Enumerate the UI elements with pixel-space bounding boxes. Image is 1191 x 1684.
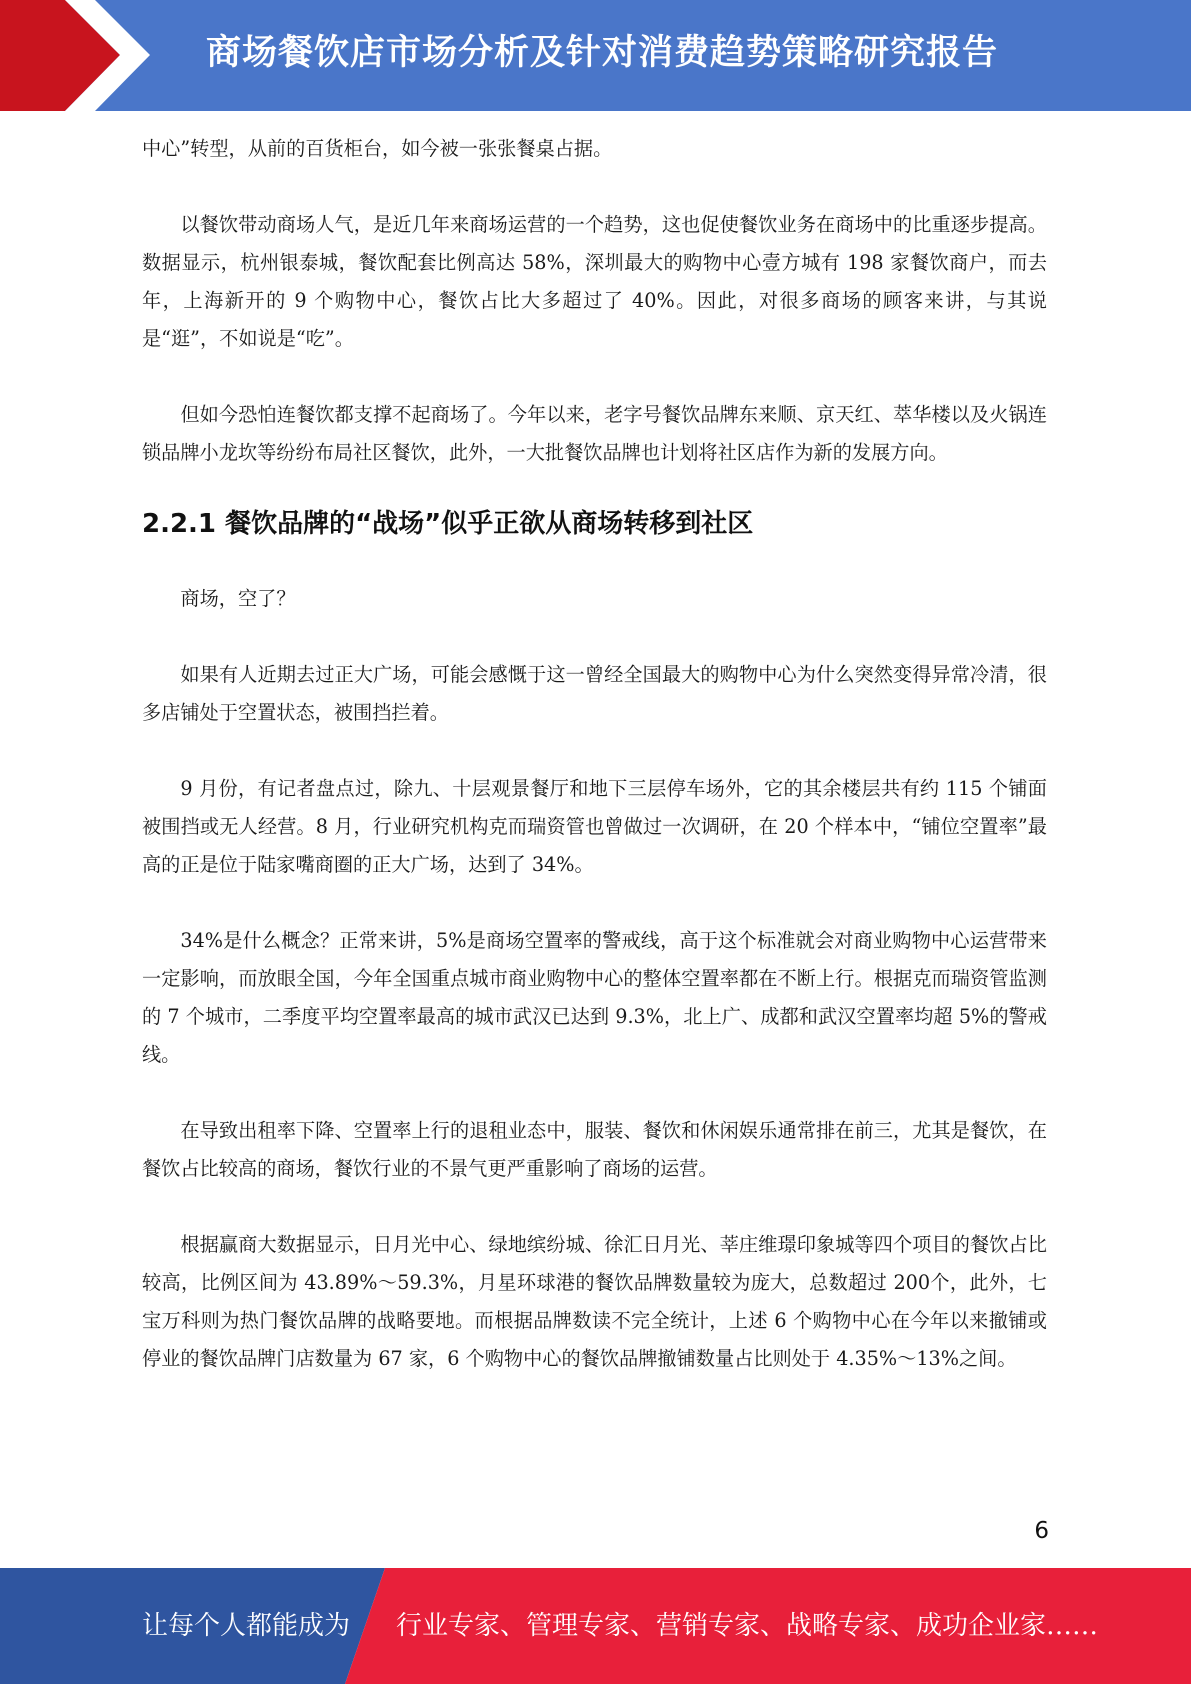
- paragraph-mall-empty: 商场，空了？: [180, 587, 296, 610]
- paragraph-continuation: 中心”转型，从前的百货柜台，如今被一张张餐桌占据。: [142, 137, 613, 160]
- paragraph-zhengda-plaza: 如果有人近期去过正大广场，可能会感慨于这一曾经全国最大的购物中心为什么突然变得异常冷清，很多店铺处于空置状态，被围挡拦着。: [142, 663, 1047, 724]
- header-arrow-decoration: [0, 0, 160, 111]
- report-title: 商场餐饮店市场分析及针对消费趋势策略研究报告: [206, 33, 999, 73]
- paragraph-lease-exit: 在导致出租率下降、空置率上行的退租业态中，服装、餐饮和休闲娱乐通常排在前三，尤其是餐饮，在餐饮占比较高的商场，餐饮行业的不景气更严重影响了商场的运营。: [142, 1119, 1047, 1180]
- paragraph-dining-trend: 以餐饮带动商场人气，是近几年来商场运营的一个趋势，这也促使餐饮业务在商场中的比重逐步提高。数据显示，杭州银泰城，餐饮配套比例高达 58%，深圳最大的购物中心壹方城有 198 家餐饮商户，而去年，上海新开的 9 个购物中心，餐饮占比大多超过了 40%。因此，对很多商场的顾客来讲，与其说是“逛”，不如说是“吃”。: [142, 213, 1047, 350]
- section-heading: 2.2.1 餐饮品牌的“战场”似乎正欲从商场转移到社区: [142, 509, 754, 539]
- paragraph-vacancy-warning: 34%是什么概念？正常来讲，5%是商场空置率的警戒线，高于这个标准就会对商业购物中心运营带来一定影响，而放眼全国，今年全国重点城市商业购物中心的整体空置率都在不断上行。根据克而瑞资管监测的 7 个城市，二季度平均空置率最高的城市武汉已达到 9.3%，北上广、成都和武汉空置率均超 5%的警戒线。: [142, 929, 1047, 1066]
- footer-slogan-left: 让每个人都能成为: [142, 1611, 351, 1641]
- paragraph-community-dining: 但如今恐怕连餐饮都支撑不起商场了。今年以来，老字号餐饮品牌东来顺、京天红、萃华楼以及火锅连锁品牌小龙坎等纷纷布局社区餐饮，此外，一大批餐饮品牌也计划将社区店作为新的发展方向。: [142, 403, 1047, 464]
- page-header: [0, 0, 1191, 111]
- paragraph-vacancy-survey: 9 月份，有记者盘点过，除九、十层观景餐厅和地下三层停车场外，它的其余楼层共有约 115 个铺面被围挡或无人经营。8 月，行业研究机构克而瑞资管也曾做过一次调研，在 20 个样本中，“铺位空置率”最高的正是位于陆家嘴商圈的正大广场，达到了 34%。: [142, 777, 1047, 876]
- footer-slogan-right: 行业专家、管理专家、营销专家、战略专家、成功企业家……: [396, 1611, 1099, 1641]
- page-footer: [0, 1568, 1191, 1684]
- page-number: 6: [1034, 1518, 1049, 1544]
- document-body: [142, 130, 1047, 1378]
- paragraph-winshang-data: 根据赢商大数据显示，日月光中心、绿地缤纷城、徐汇日月光、莘庄维璟印象城等四个项目的餐饮占比较高，比例区间为 43.89%～59.3%，月星环球港的餐饮品牌数量较为庞大，总数超过 200个，此外，七宝万科则为热门餐饮品牌的战略要地。而根据品牌数读不完全统计，上述 6 个购物中心在今年以来撤铺或停业的餐饮品牌门店数量为 67 家，6 个购物中心的餐饮品牌撤铺数量占比则处于 4.35%～13%之间。: [142, 1233, 1047, 1370]
